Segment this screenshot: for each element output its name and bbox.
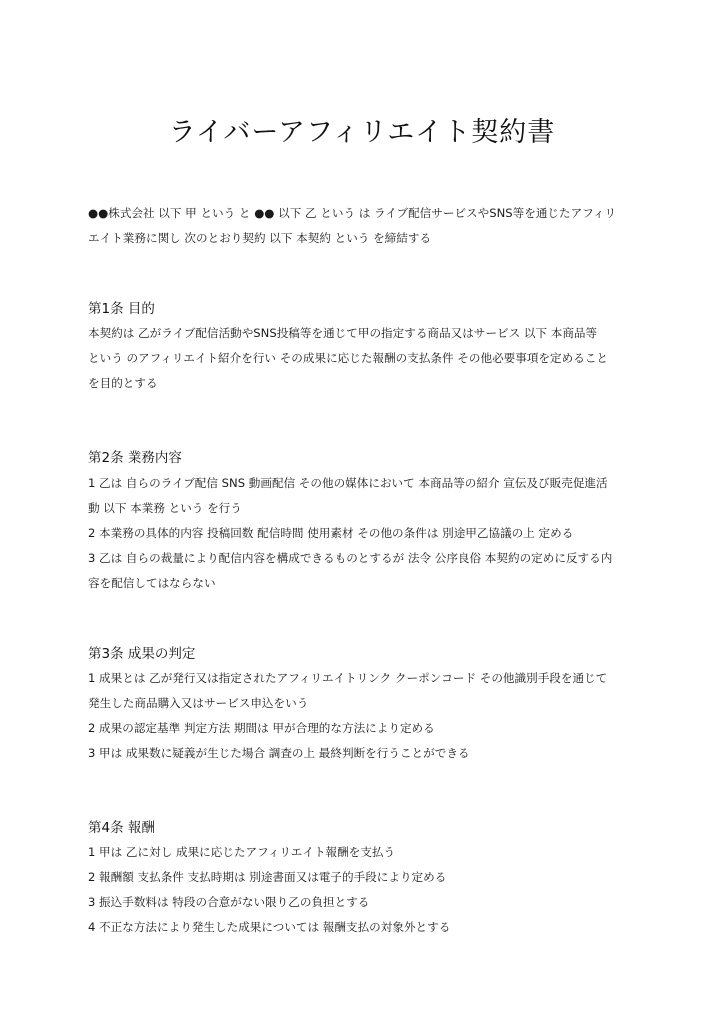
article-line: 発生した商品購入又はサービス申込をいう [88,696,309,710]
article-line: 4 不正な方法により発生した成果については 報酬支払の対象外とする [88,920,451,934]
article-2-body [88,471,648,596]
preamble-line: エイト業務に関し 次のとおり契約 以下 本契約 という を締結する [88,231,432,245]
article-1-body [88,321,648,396]
article-line: 3 乙は 自らの裁量により配信内容を構成できるものとするが 法令 公序良俗 本契約の定めに反する内 [88,551,613,565]
preamble-line: ●●株式会社 以下 甲 という と ●● 以下 乙 という は ライブ配信サービスやSNS等を通じたアフィリ [88,206,617,220]
article-line: 2 報酬額 支払条件 支払時期は 別途書面又は電子的手段により定める [88,870,447,884]
preamble [88,201,648,251]
article-line: 1 乙は 自らのライブ配信 SNS 動画配信 その他の媒体において 本商品等の紹介 宣伝及び販売促進活 [88,476,608,490]
article-line: という のアフィリエイト紹介を行い その成果に応じた報酬の支払条件 その他必要事項を定めること [88,351,609,365]
article-1-heading: 第1条 目的 [88,301,155,317]
article-line: 2 本業務の具体的内容 投稿回数 配信時間 使用素材 その他の条件は 別途甲乙協議の上 定める [88,526,574,540]
article-line: 本契約は 乙がライブ配信活動やSNS投稿等を通じて甲の指定する商品又はサービス 以下 本商品等 [88,326,598,340]
article-line: 3 振込手数料は 特段の合意がない限り乙の負担とする [88,895,370,909]
article-4-body [88,840,648,940]
document-title: ライバーアフィリエイト契約書 [168,117,556,148]
article-line: 2 成果の認定基準 判定方法 期間は 甲が合理的な方法により定める [88,721,435,735]
article-3-body [88,666,648,766]
article-line: 1 甲は 乙に対し 成果に応じたアフィリエイト報酬を支払う [88,845,396,859]
article-2-heading: 第2条 業務内容 [88,450,182,466]
article-4-heading: 第4条 報酬 [88,820,155,836]
article-line: 動 以下 本業務 という を行う [88,501,242,515]
article-line: 容を配信してはならない [88,576,216,590]
article-line: 1 成果とは 乙が発行又は指定されたアフィリエイトリンク クーポンコード その他識別手段を通じて [88,671,608,685]
article-line: 3 甲は 成果数に疑義が生じた場合 調査の上 最終判断を行うことができる [88,746,470,760]
article-3-heading: 第3条 成果の判定 [88,646,196,662]
article-line: を目的とする [88,376,158,390]
